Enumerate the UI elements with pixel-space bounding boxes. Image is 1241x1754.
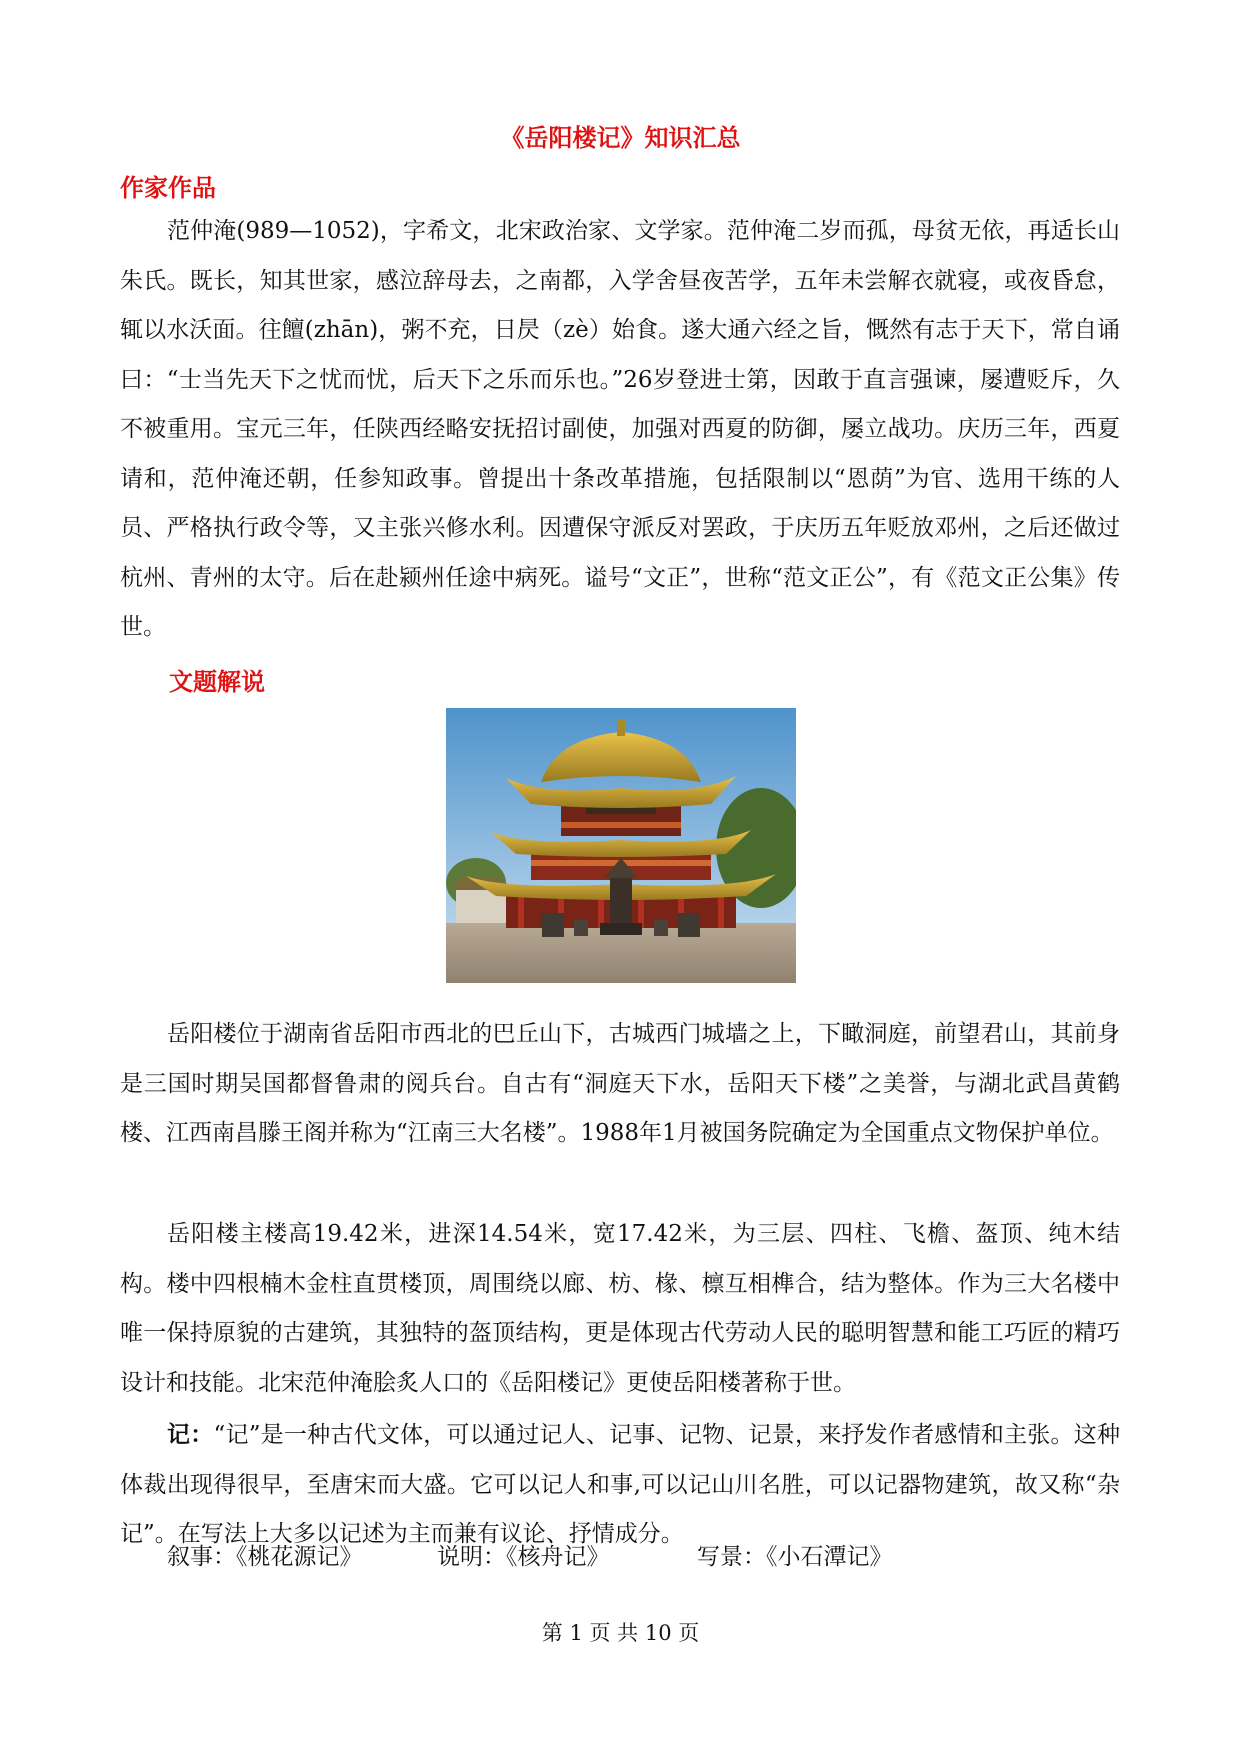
- example-scenery: 写景：《小石潭记》: [697, 1544, 893, 1570]
- example-expository: 说明：《核舟记》: [437, 1544, 610, 1570]
- genre-examples: [167, 1538, 893, 1571]
- ji-genre-lead: 记：: [167, 1421, 214, 1448]
- paragraph-tower-location: 岳阳楼位于湖南省岳阳市西北的巴丘山下，古城西门城墙之上，下瞰洞庭，前望君山，其前身是三国时期吴国都督鲁肃的阅兵台。自古有“洞庭天下水，岳阳天下楼”之美誉，与湖北武昌黄鹤楼、江西南昌滕王阁并称为“江南三大名楼”。1988年1月被国务院确定为全国重点文物保护单位。: [120, 1021, 1120, 1146]
- yueyang-tower-photo: [446, 708, 796, 983]
- paragraph-author-bio: 范仲淹(989—1052)，字希文，北宋政治家、文学家。范仲淹二岁而孤，母贫无依，再适长山朱氏。既长，知其世家，感泣辞母去，之南都，入学舍昼夜苦学，五年未尝解衣就寝，或夜昏怠，辄以水沃面。往饘(zhān)，粥不充，日昃（zè）始食。遂大通六经之旨，慨然有志于天下，常自诵曰：“士当先天下之忧而忧，后天下之乐而乐也。”26岁登进士第，因敢于直言强谏，屡遭贬斥，久不被重用。宝元三年，任陕西经略安抚招讨副使，加强对西夏的防御，屡立战功。庆历三年，西夏请和，范仲淹还朝，任参知政事。曾提出十条改革措施，包括限制以“恩荫”为官、选用干练的人员、严格执行政令等，又主张兴修水利。因遭保守派反对罢政，于庆历五年贬放邓州，之后还做过杭州、青州的太守。后在赴颍州任途中病死。谥号“文正”，世称“范文正公”，有《范文正公集》传世。: [120, 218, 1120, 640]
- document-title: 《岳阳楼记》知识汇总: [500, 124, 741, 152]
- example-narrative: 叙事：《桃花源记》: [167, 1544, 363, 1570]
- page-footer: 第 1 页 共 10 页: [541, 1621, 700, 1645]
- section-heading-title-explained: 文题解说: [169, 668, 265, 696]
- ji-genre-text: “记”是一种古代文体，可以通过记人、记事、记物、记景，来抒发作者感情和主张。这种体裁出现得很早，至唐宋而大盛。它可以记人和事,可以记山川名胜，可以记器物建筑，故又称“杂记”。在写法上大多以记述为主而兼有议论、抒情成分。: [120, 1422, 1120, 1547]
- section-heading-author: 作家作品: [120, 174, 216, 202]
- paragraph-tower-structure: 岳阳楼主楼高19.42米，进深14.54米，宽17.42米，为三层、四柱、飞檐、盔顶、纯木结构。楼中四根楠木金柱直贯楼顶，周围绕以廊、枋、椽、檩互相榫合，结为整体。作为三大名楼中唯一保持原貌的古建筑，其独特的盔顶结构，更是体现古代劳动人民的聪明智慧和能工巧匠的精巧设计和技能。北宋范仲淹脍炙人口的《岳阳楼记》更使岳阳楼著称于世。: [120, 1221, 1120, 1396]
